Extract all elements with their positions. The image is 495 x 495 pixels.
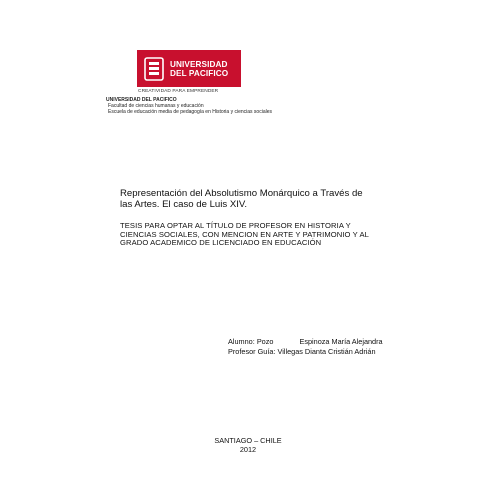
logo-text (170, 60, 228, 78)
footer-block (198, 436, 298, 454)
institution-name: UNIVERSIDAD DEL PACIFICO (106, 97, 177, 103)
university-seal-icon (143, 56, 165, 82)
institution-block (106, 97, 272, 115)
footer-place: SANTIAGO – CHILE (214, 436, 282, 445)
university-logo (137, 50, 241, 87)
footer-year: 2012 (239, 445, 257, 454)
faculty-name: Facultad de ciencias humanas y educación (108, 103, 204, 109)
logo-line-1: UNIVERSIDAD (170, 59, 228, 69)
thesis-subtitle: TESIS PARA OPTAR AL TÍTULO DE PROFESOR EN HISTORIA Y CIENCIAS SOCIALES, CON MENCION EN ARTE Y PATRIMONIO Y AL GRADO ACADEMICO DE LICENCIADO EN EDUCACIÓN (120, 221, 369, 248)
advisor-row (228, 347, 383, 357)
logo-line-2: DEL PACIFICO (170, 68, 229, 78)
student-name-first: Pozo (256, 337, 274, 346)
advisor-name: Villegas Dianta Cristián Adrián (277, 346, 376, 356)
student-row (228, 337, 383, 347)
advisor-label: Profesor Guía: (228, 346, 276, 356)
logo-tagline: CREATIVIDAD PARA EMPRENDER (138, 89, 219, 94)
student-name-rest: Espinoza María Alejandra (299, 337, 383, 346)
student-label: Alumno: (228, 337, 255, 346)
school-name: Escuela de educación media de pedagogía en Historia y ciencias sociales (108, 109, 272, 115)
thesis-title: Representación del Absolutismo Monárquico a Través de las Artes. El caso de Luis XIV. (120, 188, 363, 210)
authors-block (228, 337, 383, 356)
